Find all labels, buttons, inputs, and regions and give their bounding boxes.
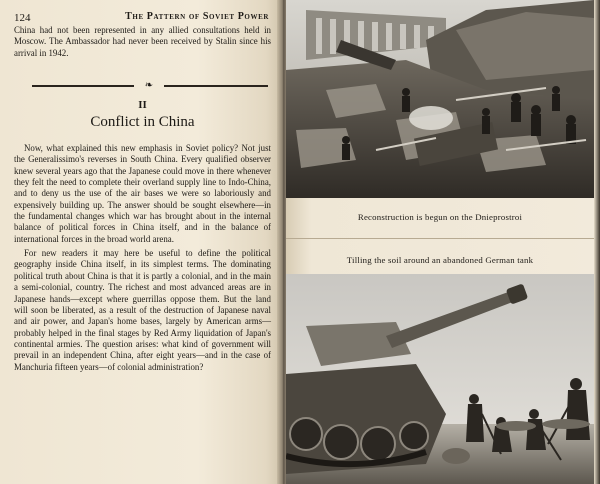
caption-top: Reconstruction is begun on the Dnieprostroi <box>357 212 523 222</box>
paragraph-1: Now, what explained this new emphasis in Soviet policy? Not just the Generalissimo's reverses in South China. Every qualified observer knew several years ago that the Japanese could move in there whenever they felt the need to complete their overland supply line to Indo-China, and to deny us the use of the air bases we were so laboriously and expensively building up. The answer should be sought elsewhere—in the fundamental changes which war has brought about in the internal balance of political forces in China itself, and in the balance of international forces in the broad world arena. <box>14 143 271 244</box>
german-tank-photo <box>286 274 594 484</box>
ornament-rule-left <box>32 85 134 87</box>
caption-bottom: Tilling the soil around an abandoned German tank <box>346 255 534 265</box>
section-title: Conflict in China <box>90 114 195 131</box>
paragraph-2: For new readers it may here be useful to define the political geography inside China itself, in its simplest terms. The dominating political truth about China is that it is partly a colonial, and in the main a semi-colonial, country. The richest and most advanced areas are in Japanese hands—except where guerrillas oppose them. But the land will soon be liberated, as a result of the destruction of Japanese naval and air power, and Japan's home bases, largely by American arms—probably helped in the final stages by Red Army liquidation of Japan's continental armies. The question arises: what kind of government will prevail in an independent China, after eight years—and in the case of Manchuria fifteen years—of colonial administration? <box>14 248 271 372</box>
dam-reconstruction-image <box>286 0 594 198</box>
section-ornament <box>14 81 271 91</box>
paragraph-top: China had not been represented in any allied consultations held in Moscow. The Ambassador had never been received by Stalin since his arrival in 1942. <box>14 25 271 58</box>
ornament-glyph: ❧ <box>144 80 154 92</box>
left-page <box>0 0 283 484</box>
section-number: II <box>138 99 147 112</box>
ornament-rule-right <box>164 85 268 87</box>
page-divider <box>286 238 594 239</box>
dnieprostroi-photo <box>286 0 594 198</box>
page-number: 124 <box>14 12 31 24</box>
right-page <box>286 0 600 484</box>
page-edge-shadow <box>594 0 600 484</box>
running-head <box>14 8 271 24</box>
running-head-title: The Pattern of Soviet Power <box>125 11 269 22</box>
abandoned-tank-image <box>286 274 594 484</box>
